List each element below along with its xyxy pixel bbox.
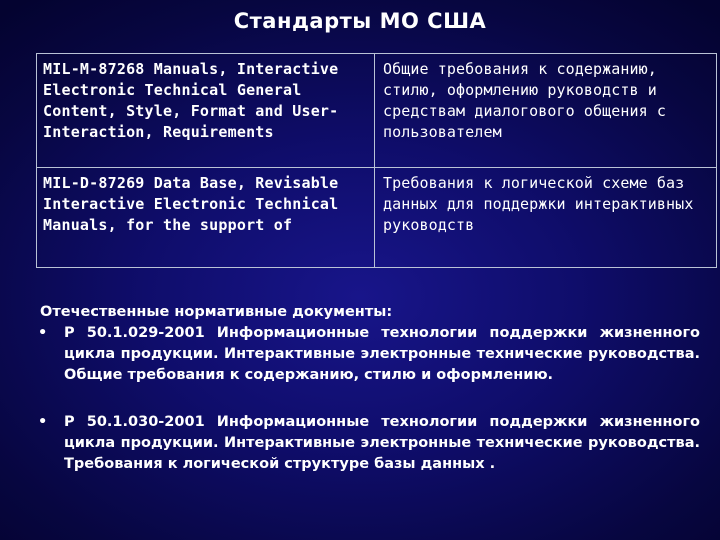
slide-title: Стандарты МО США <box>233 9 487 33</box>
standard-code-cell: MIL-M-87268 Manuals, Interactive Electronic Technical General Content, Style, Format and User-Interaction, Requirements <box>37 54 375 168</box>
list-item <box>36 323 700 386</box>
standard-description-cell: Общие требования к содержанию, стилю, оформлению руководств и средствам диалогового общения с пользователем <box>375 54 717 168</box>
list-item <box>36 412 700 475</box>
bullet-icon: • <box>38 414 48 430</box>
document-text: Р 50.1.030-2001 Информационные технологии поддержки жизненного цикла продукции. Интерактивные электронные технические руководства. Требования к логической структуре базы данных . <box>64 414 700 472</box>
document-text: Р 50.1.029-2001 Информационные технологии поддержки жизненного цикла продукции. Интерактивные электронные технические руководства. Общие требования к содержанию, стилю и оформлению. <box>64 325 700 383</box>
table-row <box>37 168 717 268</box>
standard-description-cell: Требования к логической схеме баз данных для поддержки интерактивных руководств <box>375 168 717 268</box>
standard-code-cell: MIL-D-87269 Data Base, Revisable Interactive Electronic Technical Manuals, for the support of <box>37 168 375 268</box>
us-dod-standards-table <box>36 53 717 268</box>
table-row <box>37 54 717 168</box>
national-documents-section <box>36 302 700 475</box>
national-documents-heading: Отечественные нормативные документы: <box>40 304 393 320</box>
bullet-icon: • <box>38 325 48 341</box>
